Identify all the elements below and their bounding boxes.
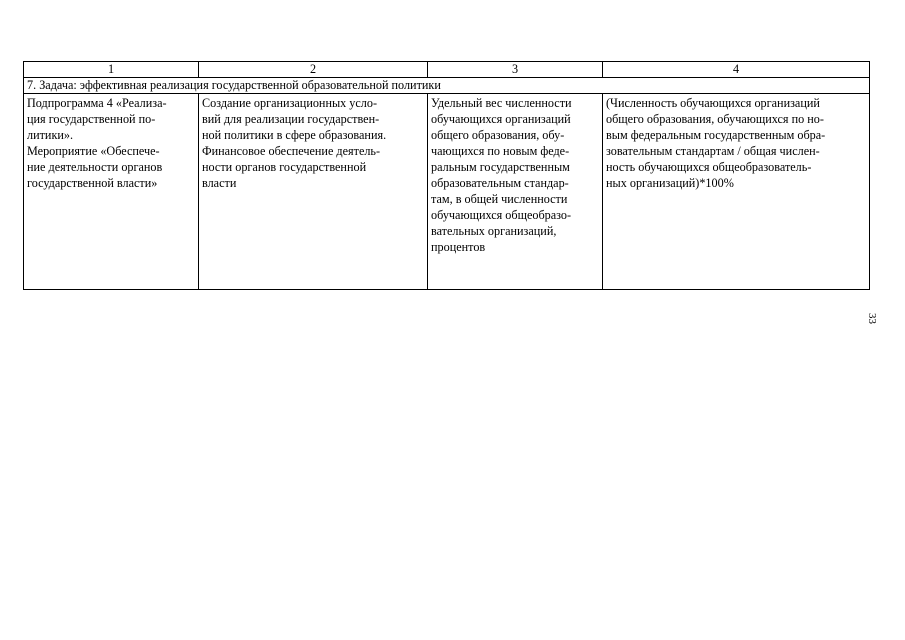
goal-cell <box>199 94 428 290</box>
cell-line: государственной власти» <box>27 176 158 190</box>
cell-line: ние деятельности органов <box>27 160 163 174</box>
task-heading: 7. Задача: эффективная реализация государственной образовательной политики <box>24 78 870 94</box>
cell-line: Создание организационных усло- <box>202 96 378 110</box>
cell-line: ция государственной по- <box>27 112 156 126</box>
cell-line: литики». <box>27 128 74 142</box>
formula-cell <box>603 94 870 290</box>
cell-line: Финансовое обеспечение деятель- <box>202 144 381 158</box>
subprogram-cell <box>24 94 199 290</box>
cell-line: зовательным стандартам / общая числен- <box>606 144 820 158</box>
cell-line: процентов <box>431 240 486 254</box>
cell-line: общего образования, обу- <box>431 128 565 142</box>
task-heading-row <box>24 78 870 94</box>
document-table <box>23 61 870 290</box>
cell-line: вым федеральным государственным обра- <box>606 128 826 142</box>
cell-line: ности органов государственной <box>202 160 367 174</box>
cell-line: там, в общей численности <box>431 192 568 206</box>
cell-line: (Численность обучающихся организаций <box>606 96 820 110</box>
cell-line: ной политики в сфере образования. <box>202 128 387 142</box>
cell-line: власти <box>202 176 237 190</box>
cell-line: обучающихся общеобразо- <box>431 208 572 222</box>
page-number: 33 <box>866 313 878 324</box>
cell-line: обучающихся организаций <box>431 112 571 126</box>
cell-line: вий для реализации государствен- <box>202 112 380 126</box>
cell-line: ных организаций)*100% <box>606 176 734 190</box>
cell-line: вательных организаций, <box>431 224 557 238</box>
cell-line: чающихся по новым феде- <box>431 144 570 158</box>
column-number-row <box>24 62 870 78</box>
column-number-1: 1 <box>24 62 199 78</box>
cell-line: ральным государственным <box>431 160 570 174</box>
cell-line: Мероприятие «Обеспече- <box>27 144 160 158</box>
column-number-2: 2 <box>199 62 428 78</box>
cell-line: общего образования, обучающихся по но- <box>606 112 824 126</box>
cell-line: Подпрограмма 4 «Реализа- <box>27 96 167 110</box>
cell-line: образовательным стандар- <box>431 176 569 190</box>
cell-line: ность обучающихся общеобразователь- <box>606 160 812 174</box>
column-number-4: 4 <box>603 62 870 78</box>
column-number-3: 3 <box>428 62 603 78</box>
table-row <box>24 94 870 290</box>
cell-line: Удельный вес численности <box>431 96 572 110</box>
indicator-cell <box>428 94 603 290</box>
